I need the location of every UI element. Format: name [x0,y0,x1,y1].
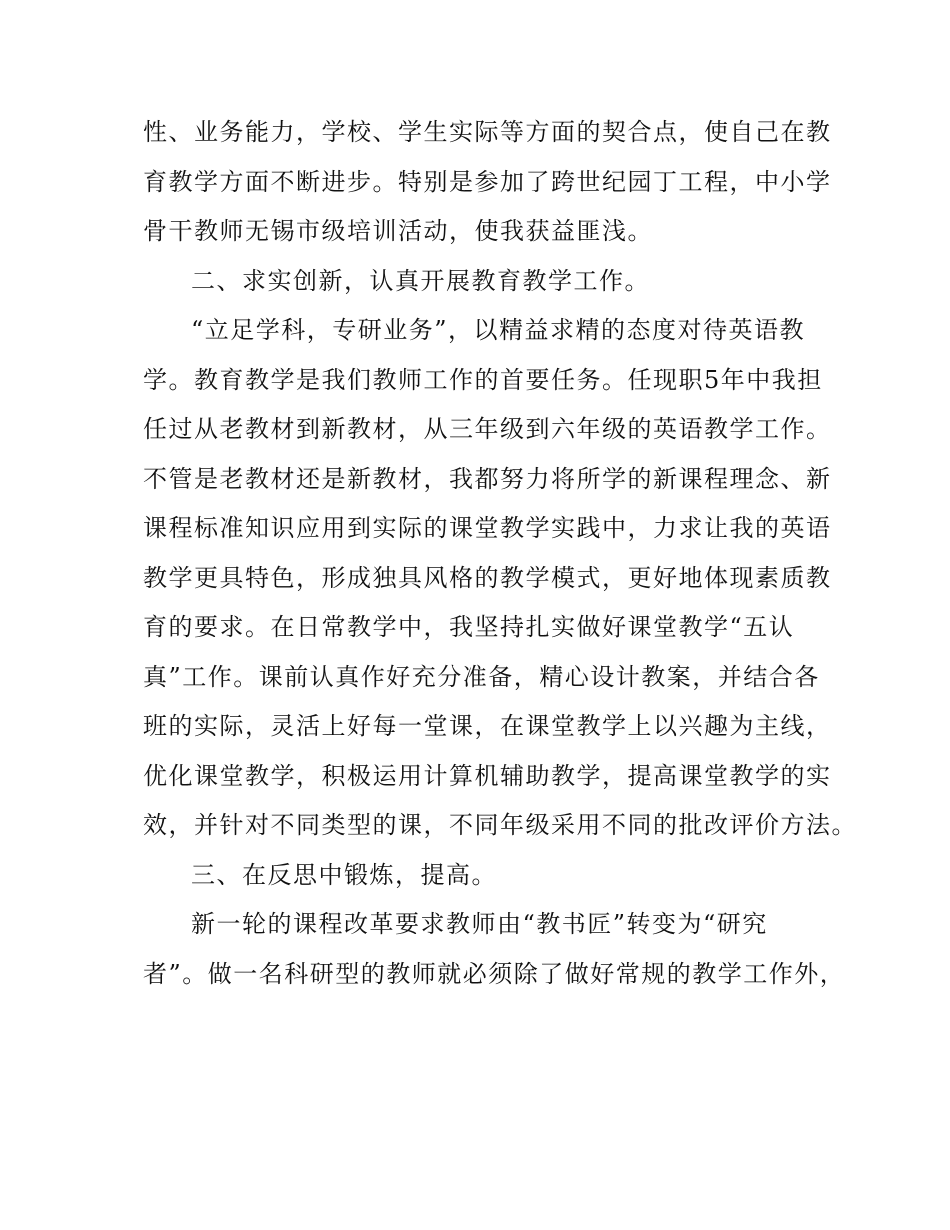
text-line: “立足学科，专研业务”，以精益求精的态度对待英语教 [191,316,806,344]
text-line: 育的要求。在日常教学中，我坚持扎实做好课堂教学“五认 [143,613,795,641]
text-line: 骨干教师无锡市级培训活动，使我获益匪浅。 [143,217,653,245]
text-line: 任过从老教材到新教材，从三年级到六年级的英语教学工作。 [143,415,832,443]
text-line: 课程标准知识应用到实际的课堂教学实践中，力求让我的英语 [143,514,832,542]
text-line: 学。教育教学是我们教师工作的首要任务。任现职5年中我担 [143,365,823,394]
text-line: 者”。做一名科研型的教师就必须除了做好常规的教学工作外， [143,959,846,988]
text-line: 优化课堂教学，积极运用计算机辅助教学，提高课堂教学的实 [143,761,832,790]
text-line: 真”工作。课前认真作好充分准备，精心设计教案，并结合各 [143,662,820,691]
text-line: 二、求实创新，认真开展教育教学工作。 [191,266,650,295]
document-body [143,108,857,999]
text-line: 性、业务能力，学校、学生实际等方面的契合点，使自己在教 [143,118,832,146]
text-line: 育教学方面不断进步。特别是参加了跨世纪园丁工程，中小学 [143,167,832,196]
text-line: 教学更具特色，形成独具风格的教学模式，更好地体现素质教 [143,563,832,592]
text-line: 新一轮的课程改革要求教师由“教书匠”转变为“研究 [191,910,768,938]
text-line: 效，并针对不同类型的课，不同年级采用不同的批改评价方法。 [143,811,857,839]
text-line: 三、在反思中锻炼，提高。 [191,860,497,889]
text-line: 不管是老教材还是新教材，我都努力将所学的新课程理念、新 [143,464,832,493]
text-line: 班的实际，灵活上好每一堂课，在课堂教学上以兴趣为主线， [143,712,832,740]
